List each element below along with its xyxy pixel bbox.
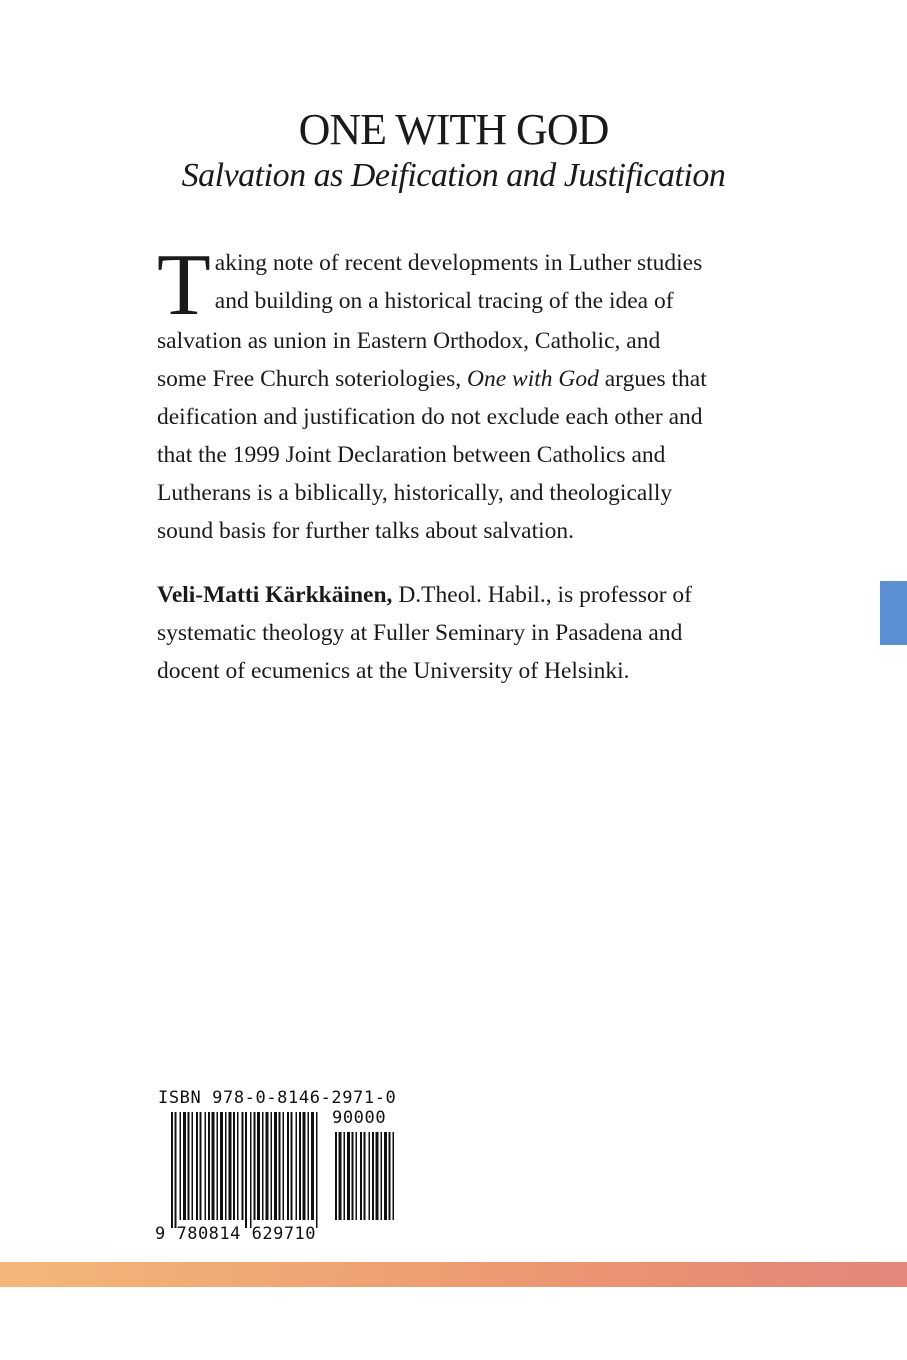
barcode-bar — [188, 1112, 190, 1220]
barcode-bar — [242, 1112, 244, 1220]
barcode-bar — [274, 1112, 277, 1220]
blurb-line: and building on a historical tracing of the idea of — [214, 288, 674, 314]
barcode-bar — [233, 1112, 235, 1220]
barcode-bar — [225, 1112, 227, 1220]
barcode-bar — [200, 1112, 202, 1220]
barcode-bar — [384, 1132, 387, 1220]
barcode-bar — [196, 1112, 198, 1220]
barcode-bar — [381, 1132, 383, 1220]
isbn-label: ISBN 978-0-8146-2971-0 — [158, 1088, 397, 1108]
barcode-bar — [316, 1112, 318, 1228]
barcode-digits: 9 780814 629710 — [155, 1224, 317, 1244]
bio-line — [157, 576, 777, 614]
blurb-line — [157, 360, 757, 398]
bio-text: D.Theol. Habil., is professor of — [392, 582, 693, 608]
barcode-bar — [356, 1132, 358, 1220]
barcode-bar — [376, 1132, 379, 1220]
barcode-bar — [369, 1132, 371, 1220]
blurb-text: some Free Church soteriologies, — [157, 366, 468, 392]
addon-code: 90000 — [332, 1108, 387, 1128]
blurb-line: Lutherans is a biblically, historically, and theologically — [157, 480, 673, 506]
barcode-bar — [311, 1112, 314, 1220]
barcode-bar — [335, 1132, 337, 1220]
barcode-bar — [296, 1112, 298, 1220]
barcode-bar — [344, 1132, 346, 1220]
isbn-barcode — [155, 1088, 425, 1248]
blurb-line: that the 1999 Joint Declaration between Catholics and — [157, 442, 666, 468]
barcode-bar — [212, 1112, 215, 1220]
blurb-text: argues that — [598, 366, 707, 392]
barcode-bar — [360, 1132, 362, 1220]
bio-line: systematic theology at Fuller Seminary in Pasadena and — [157, 620, 683, 646]
barcode-bar — [180, 1112, 182, 1220]
barcode-bar — [283, 1112, 285, 1220]
author-bio — [157, 576, 777, 690]
book-title-italic: One with God — [467, 366, 599, 392]
bio-line: docent of ecumenics at the University of Helsinki. — [157, 658, 630, 684]
barcode-bar — [205, 1112, 207, 1220]
barcode-bar — [393, 1132, 395, 1220]
blurb-line: deification and justification do not exclude each other and — [157, 404, 703, 430]
barcode-bar — [229, 1112, 232, 1220]
side-tab-marker — [880, 581, 907, 645]
author-name: Veli-Matti Kärkkäinen, — [157, 582, 393, 608]
barcode-bar — [352, 1132, 354, 1220]
blurb-line: sound basis for further talks about salvation. — [157, 518, 575, 544]
barcode-bar — [303, 1112, 306, 1220]
blurb-line: aking note of recent developments in Luther studies — [214, 250, 703, 276]
barcode-bar — [257, 1112, 260, 1220]
barcode-bar — [217, 1112, 219, 1220]
barcode-bar — [208, 1112, 210, 1220]
barcode-bar — [237, 1112, 239, 1220]
barcode-bar — [262, 1112, 264, 1220]
barcode-bar — [299, 1112, 301, 1220]
barcode-bar — [372, 1132, 374, 1220]
barcode-bar — [271, 1112, 273, 1220]
barcode-bar — [308, 1112, 310, 1220]
bottom-color-stripe — [0, 1262, 907, 1287]
barcode-bar — [250, 1112, 252, 1228]
barcode-bar — [287, 1112, 289, 1220]
barcode-bar — [245, 1112, 247, 1228]
barcode-bar — [364, 1132, 366, 1220]
barcode-bar — [347, 1132, 350, 1220]
barcode-bar — [175, 1112, 177, 1228]
barcode-bar — [291, 1112, 293, 1220]
barcode-bar — [254, 1112, 256, 1220]
barcode-bar — [339, 1132, 342, 1220]
barcode-bar — [192, 1112, 194, 1220]
book-title: ONE WITH GOD — [298, 105, 609, 154]
barcode-bar — [171, 1112, 173, 1228]
book-subtitle: Salvation as Deification and Justification — [181, 157, 726, 194]
blurb-line: salvation as union in Eastern Orthodox, Catholic, and — [157, 328, 661, 354]
barcode-bar — [266, 1112, 269, 1220]
drop-cap: T — [157, 237, 211, 334]
barcode-bar — [389, 1132, 391, 1220]
barcode-bar — [220, 1112, 223, 1220]
barcode-bar — [183, 1112, 186, 1220]
barcode-bar — [279, 1112, 281, 1220]
blurb-paragraph — [157, 237, 757, 550]
